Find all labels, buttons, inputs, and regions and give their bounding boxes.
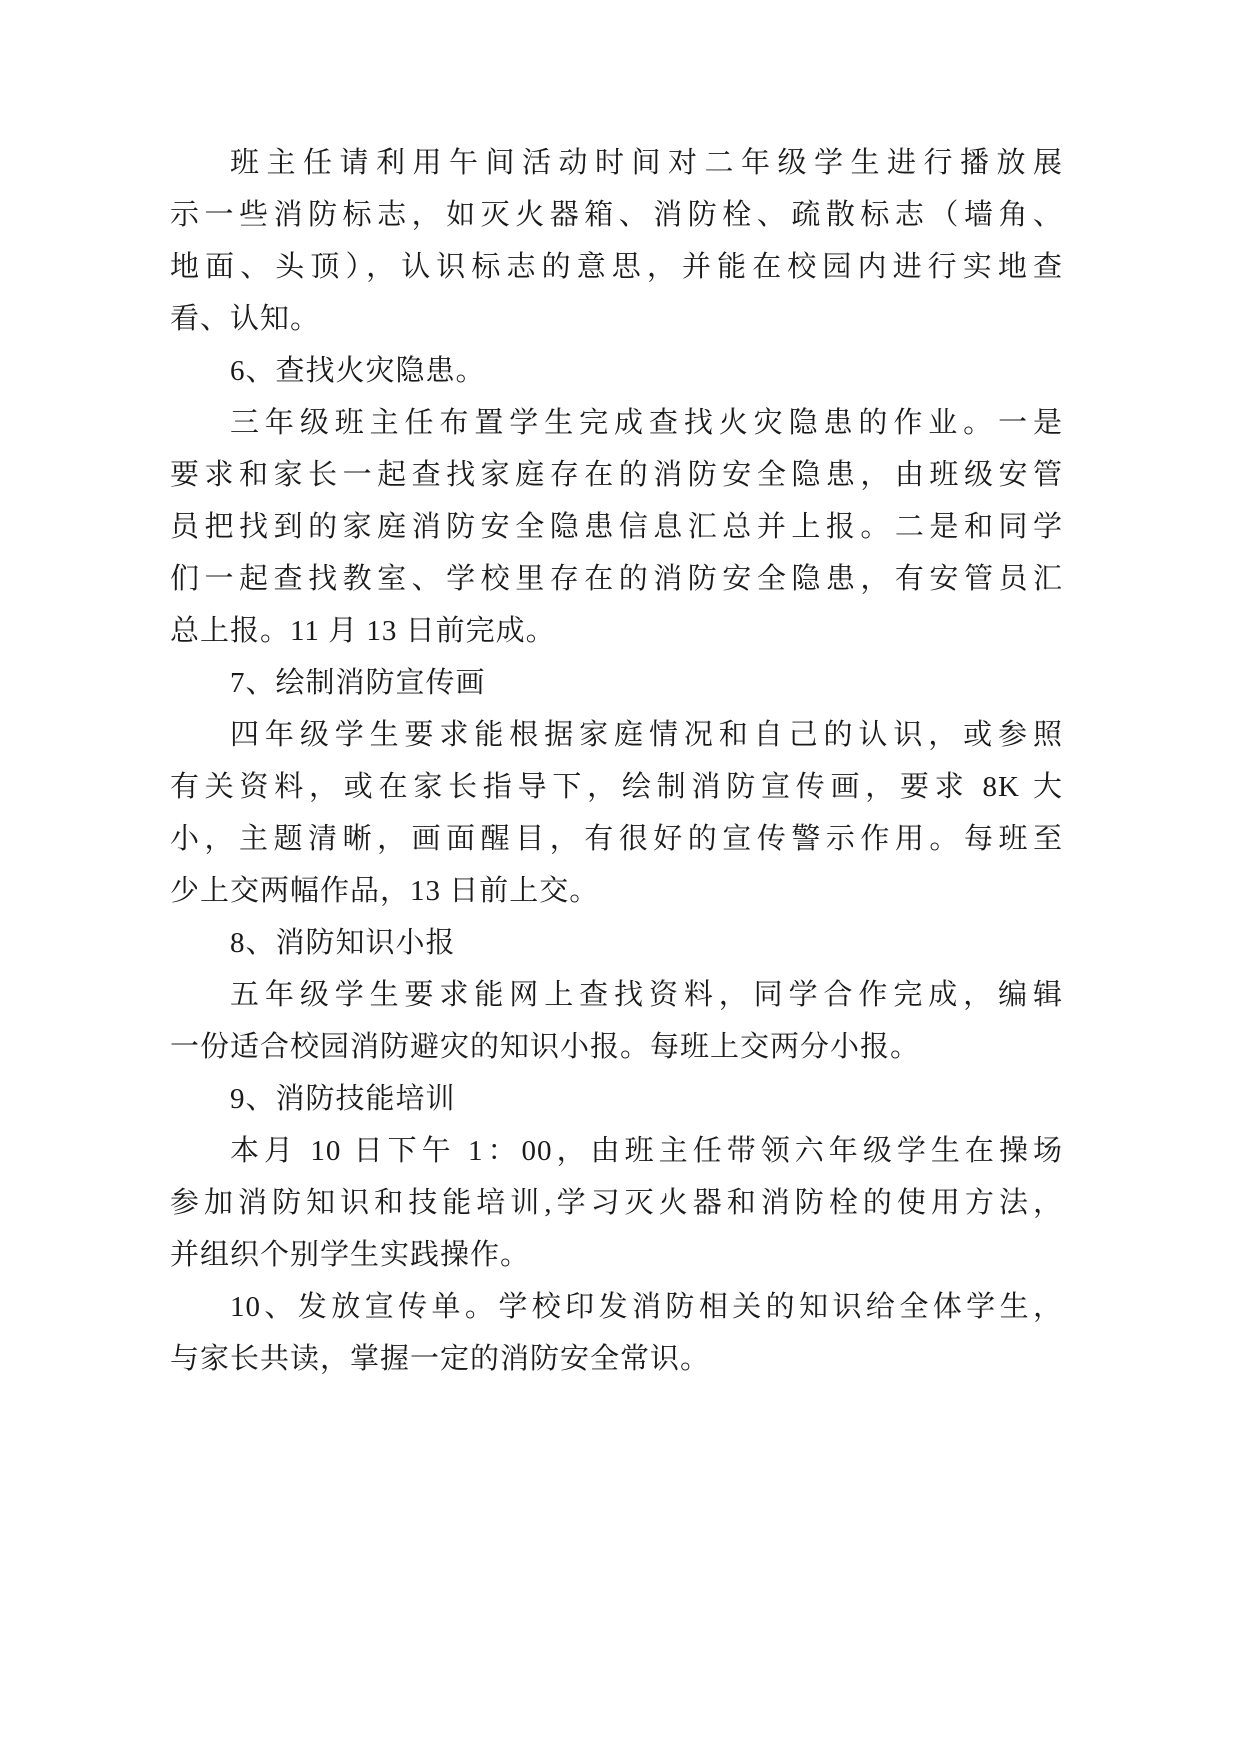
- paragraph-line: 四年级学生要求能根据家庭情况和自己的认识，或参照: [230, 719, 1063, 751]
- paragraph-line: 与家长共读，掌握一定的消防安全常识。: [170, 1343, 711, 1375]
- paragraph-line: 看、认知。: [170, 303, 321, 335]
- paragraph-line: 并组织个别学生实践操作。: [170, 1239, 531, 1271]
- paragraph-line: 一份适合校园消防避灾的知识小报。每班上交两分小报。: [170, 1031, 921, 1063]
- paragraph-line: 们一起查找教室、学校里存在的消防安全隐患，有安管员汇: [170, 563, 1063, 595]
- paragraph-line: 本月 10 日下午 1：00，由班主任带领六年级学生在操场: [230, 1135, 1063, 1167]
- section-heading: 8、消防知识小报: [230, 927, 456, 959]
- paragraph-line: 要求和家长一起查找家庭存在的消防安全隐患，由班级安管: [170, 459, 1063, 491]
- paragraph-fire-hazards: [170, 397, 1063, 657]
- document-body: [170, 137, 1063, 1385]
- paragraph-newsletter: [170, 969, 1063, 1073]
- paragraph-line: 参加消防知识和技能培训,学习灭火器和消防栓的使用方法，: [170, 1187, 1063, 1219]
- section-heading-7: [170, 657, 1063, 709]
- paragraph-line: 小，主题清晰，画面醒目，有很好的宣传警示作用。每班至: [170, 823, 1063, 855]
- section-heading: 9、消防技能培训: [230, 1083, 456, 1115]
- paragraph-line: 员把找到的家庭消防安全隐患信息汇总并上报。二是和同学: [170, 511, 1063, 543]
- section-heading: 6、查找火灾隐患。: [230, 355, 486, 387]
- paragraph-line: 地面、头顶），认识标志的意思，并能在校园内进行实地查: [170, 251, 1063, 283]
- paragraph-leaflets: [170, 1281, 1063, 1385]
- paragraph-line: 有关资料，或在家长指导下，绘制消防宣传画，要求 8K 大: [170, 771, 1063, 803]
- paragraph-line: 示一些消防标志，如灭火器箱、消防栓、疏散标志（墙角、: [170, 199, 1063, 231]
- paragraph-skills-training: [170, 1125, 1063, 1281]
- paragraph-line: 五年级学生要求能网上查找资料，同学合作完成，编辑: [230, 979, 1063, 1011]
- paragraph-line: 班主任请利用午间活动时间对二年级学生进行播放展: [230, 147, 1063, 179]
- paragraph-posters: [170, 709, 1063, 917]
- paragraph-line: 10、发放宣传单。学校印发消防相关的知识给全体学生，: [230, 1291, 1063, 1323]
- paragraph-line: 总上报。11 月 13 日前完成。: [170, 615, 556, 647]
- paragraph-line: 三年级班主任布置学生完成查找火灾隐患的作业。一是: [230, 407, 1063, 439]
- section-heading-6: [170, 345, 1063, 397]
- section-heading-8: [170, 917, 1063, 969]
- section-heading-9: [170, 1073, 1063, 1125]
- paragraph-class-teacher-signs: [170, 137, 1063, 345]
- paragraph-line: 少上交两幅作品，13 日前上交。: [170, 875, 600, 907]
- section-heading: 7、绘制消防宣传画: [230, 667, 486, 699]
